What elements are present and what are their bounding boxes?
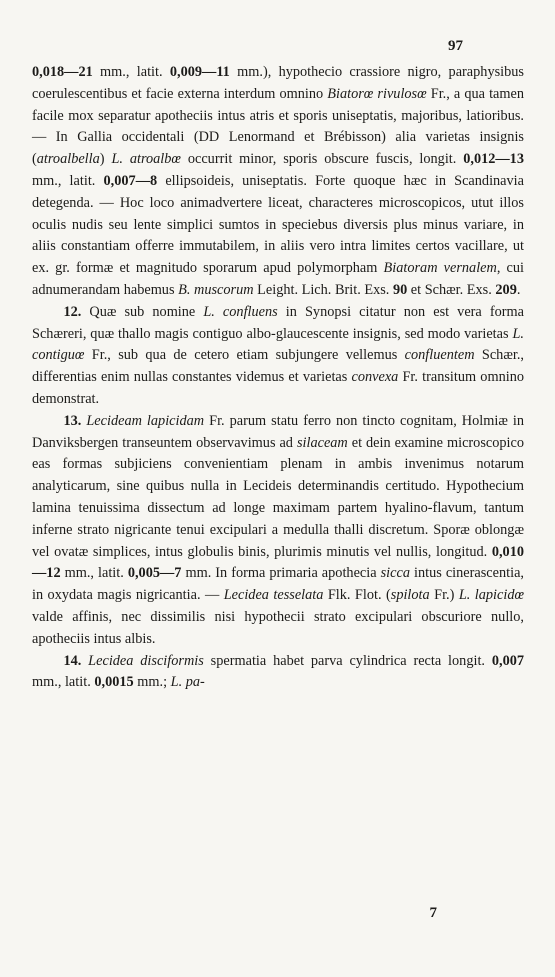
page-number: 97 <box>448 38 463 54</box>
signature-mark: 7 <box>429 905 437 921</box>
paragraph-14: 14. Lecidea disciformis spermatia habet parva cylindrica recta longit. 0,007 mm., latit. 0,0015 mm.; L. pa- <box>32 652 525 691</box>
paragraph-continued: 0,018—21 mm., latit. 0,009—11 mm.), hypothecio crassiore nigro, paraphysibus coerulescentibus et facie externa interdum omnino Biatorœ rivulosœ Fr., a qua tamen facile mox separatur apotheciis intus atris et sporis uniseptatis, majoribus, latioribus. — In Gallia occidentali (DD Lenormand et Brébisson) alia varietas insignis (atroalbella) L. atroalbœ occurrit minor, sporis obscure fuscis, longit. 0,012—13 mm., latit. 0,007—8 ellipsoideis, uniseptatis. Forte quoque hæc in Scandinavia detegenda. — Hoc loco animadvertere liceat, characteres microscopicos, utut illos oculis nudis seu lente simplici sumtos in speciebus diversis plus minus variare, in aliis constantiam offerre immutabilem, in aliis vero intra limites certos vacillare, ut ex. gr. formæ et magnitudo sporarum apud polymorpham Biatoram vernalem, cui adnumerandam habemus B. muscorum Leight. Lich. Brit. Exs. 90 et Schær. Exs. 209. <box>32 64 525 298</box>
body-text <box>32 62 524 694</box>
paragraph-13: 13. Lecideam lapicidam Fr. parum statu ferro non tincto cognitam, Holmiæ in Danviksbergen transeuntem observavimus ad silaceam et dein examine microscopico eas formas subjiciens convenientiam plenam in ambis invenimus notarum analyticarum, sine quibus nulla in Lecideis determinandis certitudo. Hypothecium lamina tenuissima dissectum ad longe maximam partem hyalino-flavum, tantum inferne strato nigricante tenui excipulari a medulla thalli discretum. Sporæ oblongæ vel ovatæ simplices, intus globulis binis, plurimis minutis vel nullis, longitud. 0,010—12 mm., latit. 0,005—7 mm. In forma primaria apothecia sicca intus cinerascentia, in oxydata magis nigricantia. — Lecidea tesselata Flk. Flot. (spilota Fr.) L. lapicidœ valde affinis, nec dissimilis nisi hypothecii strato excipulari obscuriore nullo, apotheciis intus albis. <box>32 412 525 647</box>
paragraph-12: 12. Quæ sub nomine L. confluens in Synopsi citatur non est vera forma Schæreri, quæ thallo magis contiguo albo-glaucescente insignis, sed modo varietas L. contiguœ Fr., sub qua de cetero etiam subjungere vellemus confluentem Schær., differentias enim nullas constantes videmus et varietas convexa Fr. transitum omnino demonstrat. <box>32 303 524 407</box>
